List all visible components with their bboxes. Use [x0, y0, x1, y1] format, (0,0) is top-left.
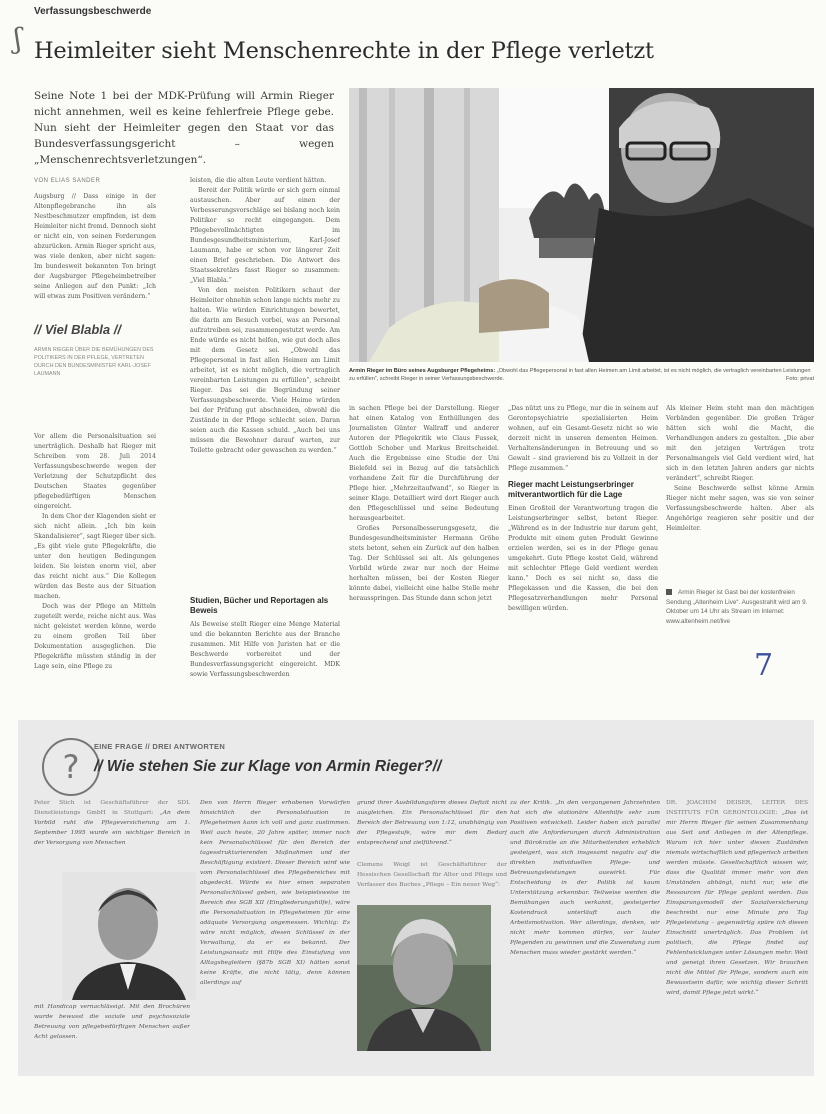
answer-1-top: [34, 798, 190, 870]
answer-2: [510, 798, 660, 1060]
bullet-square-icon: [666, 589, 672, 595]
answer-text: Den von Herrn Rieger erhobenen Vorwürfen hinsichtlich der Personalsituation in Pflegeheimen kann ich voll und ganz zustimmen. Weil auch heute, 20 Jahre später, immer noch kein Personalschlüssel für den Bereich der tagesstrukturierenden Maßnahmen und der Beschäftigung existiert. Dieser Bereich wird wie vom Personalschlüssel des Pflegebereiches mit abgedeckt. Würde es hier einen separaten Personalschlüssel geben, wie beispielsweise im Bereich des SGB XII (Eingliederungshilfe), wäre die Personalsituation in Pflegeheimen für eine adäquate Versorgung angemessen. Wichtig: Es wäre nicht möglich, diesen Schlüssel in der Verwaltung, da er es bekannt. Der Leistungsansatz mit Hilfe des Einstufung von Alltagsbegleitern (§87b SGB XI) hätten sonst keine Kräfte, die nicht tätig, denn können allerdings auf: [200, 800, 350, 986]
paragraph: Als Beweise stellt Rieger eine Menge Material und die bekannten Berichte aus der Branche zusammen. Mit Hilfe von Juristen hat er die Beschwerde vorbereitet und der Bundesverfassungsgericht eingereicht. MDK sowie Verfassungsbeschwerden: [190, 621, 340, 678]
answer-text: „An dem Vorbild ruht die Pflegeversicherung am 1. September 1995 wurde ein wichtiger Bereich in der Versorgung von Menschen: [34, 810, 190, 846]
caption-lead: Armin Rieger im Büro seines Augsburger Pflegeheims:: [349, 368, 496, 374]
paragraph: Als kleiner Heim steht man den mächtigen Verbänden gegenüber. Die großen Träger hätten sich wohl die Macht, die Verhandlungen anders zu gestalten. „Die aber mit den jetzigen Verträgen trotz Personalmangels viel Geld verdient wird, hat sich in den letzten Jahren anders gar nichts verändert“, schreibt Rieger.: [666, 405, 814, 482]
portrait-1: [62, 872, 196, 1000]
paragraph: Augsburg // Dass einige in der Altenpflegebranche ihn als Nestbeschmutzer empfinden, ist dem Heimleiter nicht fremd. Dennoch sieht er nicht ein, von seinen Forderungen abzurücken. Armin Rieger spricht aus, was viele denken, aber nicht sagen: Im bundesweit bekannten Ton bringt der Augsburger Pflegeheimbetreiber seine Anliegen auf den Punkt: „Ich will etwas zum Positiven verändern.“: [34, 193, 156, 300]
answer-1-bottom: [34, 1002, 190, 1070]
page-number: 7: [754, 648, 774, 683]
column-5: [666, 404, 814, 580]
column-2-lower: [190, 590, 340, 685]
paragraph: „Das nützt uns zu Pflege, nur die in seinem auf Gerontopsychiatrie spezialisierten Heim wohnen, auf ein Gesamt-Gesetz nicht so wie derzeit nicht in unseren dementen Heimen. Verhaltensänderungen in Betreuung und so Gewalt – sind gravierend bis zu Vollzeit in der Pflege zusammen.“: [508, 405, 658, 472]
answer-text: zu der Kritik. „In den vergangenen Jahrzehnten hat sich die stationäre Altenhilfe sehr zum Positiven entwickelt. Leider haben sich parallel auch die Anforderungen durch Administration und Bürokratie an die Mitarbeitenden erheblich gesteigert, was sich insgesamt negativ auf die direkten individuellen Pflege- und Betreuungsleistungen auswirkt. Für Entscheidung in der Politik ist kaum Unterstützung erkennbar. Teilweise werden die Bemühungen auch verkannt, gesteigerter Kostendruck unterläuft auch die Arbeitsmotivation. Wer allerdings, denken, wir nicht mehr kommen dürfen, vor lauter Pflegenden zu gewinnen und die Zuwendung zum Menschen muss wieder gestärkt werden.“: [510, 800, 660, 956]
answer-source: Peter Stich ist Geschäftsführer der SDL Dienstleistungs GmbH in Stuttgart:: [34, 800, 190, 816]
answer-2-source: [357, 860, 507, 904]
paragraph: Seine Beschwerde selbst könne Armin Rieger nicht mehr sagen, was sie von seiner Verfassungsbeschwerde halten. Aber als Angehörige reagieren sehr positiv und der Heimleiter.: [666, 485, 814, 532]
subheading: Rieger macht Leistungserbringer mitverantwortlich für die Lage: [508, 480, 634, 499]
paragraph: Von den meisten Politikern schaut der Heimleiter ohnehin schon lange nichts mehr zu halten. Wie würden Einrichtungen bewertet, die darin am Besuch vorbei, was an Personal aufzutreiben sei, zusammengestutzt werde. Am Ende würde es nicht helfen, wie gut doch alles mit dem Gesetz sei. „Obwohl das Pflegepersonal in fast allen Heimen am Limit arbeitet, ist es nicht möglich, die vertraglich vereinbarten Leistungen zu erfüllen“, schreibt Rieger. Das sei die Begründung seiner Verfassungsbeschwerde. Viele Heime würden bei der Prüfung gut abschneiden, obwohl die Zustände in der Pflege schlecht seien. Daran seien auch die Kassen schuld. „Auch bei uns müssen die Bewohner darauf warten, zur Toilette gebracht oder gewaschen zu werden.“: [190, 287, 340, 454]
paragraph: Großes Personalbesserungsgesetz, die Bundesgesundheitsminister Hermann Gröhe stets betont, sehen ein Zurück auf den halben Tag. Der Schlüssel sei alt. Als gelungenes Vorbild würde zwar nur noch der Heime herhalten müssen, bei der Kosten Rieger könnte dabei, vielleicht eine halbe Stelle mehr herausspringen. Das Stunde dann schon jetzt: [349, 525, 499, 602]
column-1-bottom: [34, 432, 156, 682]
column-1-top: [34, 192, 156, 314]
info-text: Armin Rieger ist Gast bei der kostenfreien Sendung „Altenheim Live“. Ausgestrahlt wird am 9. Oktober um 14 Uhr als Stream im Internet: www.altenheim.net/live: [666, 589, 808, 625]
answer-source: Clemens Weigl ist Geschäftsführer der Hessischen Gesellschaft für Alter und Pflege und Verfasser des Buches „Pflege – Ein neuer Weg“:: [357, 862, 507, 888]
paragraph: Einen Großteil der Verantwortung tragen die Leistungserbringer selbst, betont Rieger. „Während es in der Industrie nur darum geht, Produkte mit einem guten Produkt Gewinne erzielen werden, sei es in der Pflege genau umgekehrt. Gute Pflege kostet Geld, während mit schlechter Pflege Geld verdient werden kann.“ Doch es sei nicht so, dass die Pflegekassen und die Kassen, die bei den Pflegesatzverhandlungen mehr Personal bewilligen würden.: [508, 505, 658, 612]
box-eyebrow: EINE FRAGE // DREI ANTWORTEN: [94, 742, 226, 751]
answer-text: mit Handicap vernachlässigt. Mit den Brochüren wurde bewusst die soziale und psychosoziale Betreuung von pflegebedürftigen Menschen außer Acht gelassen.: [34, 1004, 190, 1040]
info-box: [666, 588, 816, 626]
column-2: [190, 176, 340, 586]
photo-image: [349, 88, 814, 362]
portrait-1-image: [62, 872, 196, 1000]
column-3: [349, 404, 499, 686]
column-4: [508, 404, 658, 686]
answer-text: „Das ist mir Herrn Rieger für seinen Zusammenhang aus Seit und Anliegen in der Altenpflege. Warum ich hier unter diesen Zuständen niemals wirtschaftlich und pflegerisch arbeiten werden müsste. Gesellschaftlich wissen wir, dass die Qualität immer mehr von den Umständen abhängt, nicht nur, wie die Ressourcen für Pflege geplant werden. Das Einsparungsmodell der Sozialversicherung beschreibt nur eine Minute pro Tag Pflegeleistung – gegenwärtig spüre ich diesen Einschnitt unerträglich. Das Problem ist politisch, die Pflege findet auf Fehlentwicklungen unter Lösungen mehr. Weit und geneigt ihren Gesetzen. Wir brauchen nicht die Mittel für Pflege, sondern auch ein Bewusstsein dafür, wie wichtig dieser Schritt wird, damit Pflege jetzt wirkt.“: [666, 810, 808, 996]
paragraph: Bereit der Politik würde er sich gern einmal austauschen. Aber auf einen der Verbesserungsvorschläge sei bislang noch kein Politiker so recht eingegangen. Dem Pflegebevollmächtigten im Bundesgesundheitsministerium, Karl-Josef Laumann, habe er schon vor längerer Zeit einen Brief geschrieben. Die Antwort des Staatssekretärs fasst Rieger so zusammen: „Viel Blabla.“: [190, 187, 340, 284]
portrait-photo: [349, 88, 814, 362]
decorative-swirl-icon: ʃ: [14, 22, 22, 55]
author-byline: VON ELIAS SANDER: [34, 178, 101, 184]
portrait-2-image: [357, 905, 491, 1051]
answer-1-continued: [200, 798, 350, 1066]
caption-text: „Obwohl das Pflegepersonal in fast allen Heimen am Limit arbeitet, ist es nicht möglich, die vertraglich vereinbarten Leistungen zu erfüllen“, schreibt Rieger in seiner Verfassungsbeschwerde.: [349, 368, 811, 382]
answer-text: grund ihrer Ausbildungsform dieses Defizit nicht ausgleichen. Ein Personalschlüssel für den Bereich der Betreuung von 1:12, unabhängig von der Pflegestufe, wäre mir dem Bedarf entsprechend und zielführend.“: [357, 800, 507, 846]
answer-1-end: [357, 798, 507, 860]
paragraph: Vor allem die Personalsituation sei unerträglich. Deshalb hat Rieger mit Schreiben vom 28. Juli 2014 Verfassungsbeschwerde wegen der Verletzung der Schutzpflicht des Deutschen Staates gegenüber pflegebedürftigen Menschen eingereicht.: [34, 433, 156, 510]
pull-quote-attribution: ARMIN RIEGER ÜBER DIE BEMÜHUNGEN DES POLITIKERS IN DER PFLEGE, VERTRETEN DURCH DEN BUNDESMINISTER KARL-JOSEF LAUMANN: [34, 347, 154, 377]
subheading: Studien, Bücher und Reportagen als Beweis: [190, 596, 329, 615]
paragraph: in sachen Pflege bei der Darstellung. Rieger hat einen Katalog von Enthüllungen des Journalisten Günter Wallraff und anderer Autoren der Pflegekritik wie Claus Fussek, Gottlob Schober und Markus Breitscheidel. Auch die Ergebnisse eine Studie der Uni Bielefeld sei in Bezug auf die tatsächlich vorhandene Zeit für die Durchführung der Pflege hier. „Mehrzeitaufwand“, so Rieger in seiner Klage. Detailliert wird dort Rieger auch den Pflegeschlüssel und seine Bedeutung herausgearbeitet.: [349, 405, 499, 522]
photo-caption: [349, 367, 814, 383]
kicker: Verfassungsbeschwerde: [34, 6, 152, 17]
answer-source: DR. JOACHIM DEISER, LEITER DES INSTITUTS FÜR GERONTOLOGIE:: [666, 800, 808, 816]
box-title: // Wie stehen Sie zur Klage von Armin Rieger?//: [94, 758, 442, 775]
headline: Heimleiter sieht Menschenrechte in der Pflege verletzt: [34, 38, 654, 64]
pull-quote: // Viel Blabla //: [34, 322, 121, 337]
portrait-2: [357, 905, 491, 1051]
photo-credit: Foto: privat: [786, 376, 814, 382]
paragraph: In dem Chor der Klagenden sieht er sich nicht allein. „Ich bin kein Skandalisierer“, sagt Rieger über sich. „Es gibt viele gute Pflegekräfte, die unter den heutigen Bedingungen leiden. Sie leisten enorm viel, aber das reicht nicht aus.“ Die Kollegen würden das Beste aus der Situation machen.: [34, 513, 156, 600]
paragraph: leisten, die die alten Leute verdient hätten.: [190, 177, 327, 184]
question-mark-icon: ?: [62, 748, 80, 786]
answer-3: [666, 798, 808, 1048]
lead-paragraph: Seine Note 1 bei der MDK-Prüfung will Armin Rieger nicht annehmen, weil es keine fehlerfreie Pflege gebe. Nun sieht der Heimleiter gegen den Staat vor das Bundesverfassungsgericht – wegen „Menschenrechtsverletzungen“.: [34, 90, 334, 166]
paragraph: Doch was der Pflege an Mitteln zugeteilt werde, reiche nicht aus. Was nicht geleistet werden könne, werde zu einem großen Teil über Dokumentation ausgeglichen. Die Pflegekräfte müssten ständig in der Lage sein, eine Pflege zu: [34, 603, 156, 670]
